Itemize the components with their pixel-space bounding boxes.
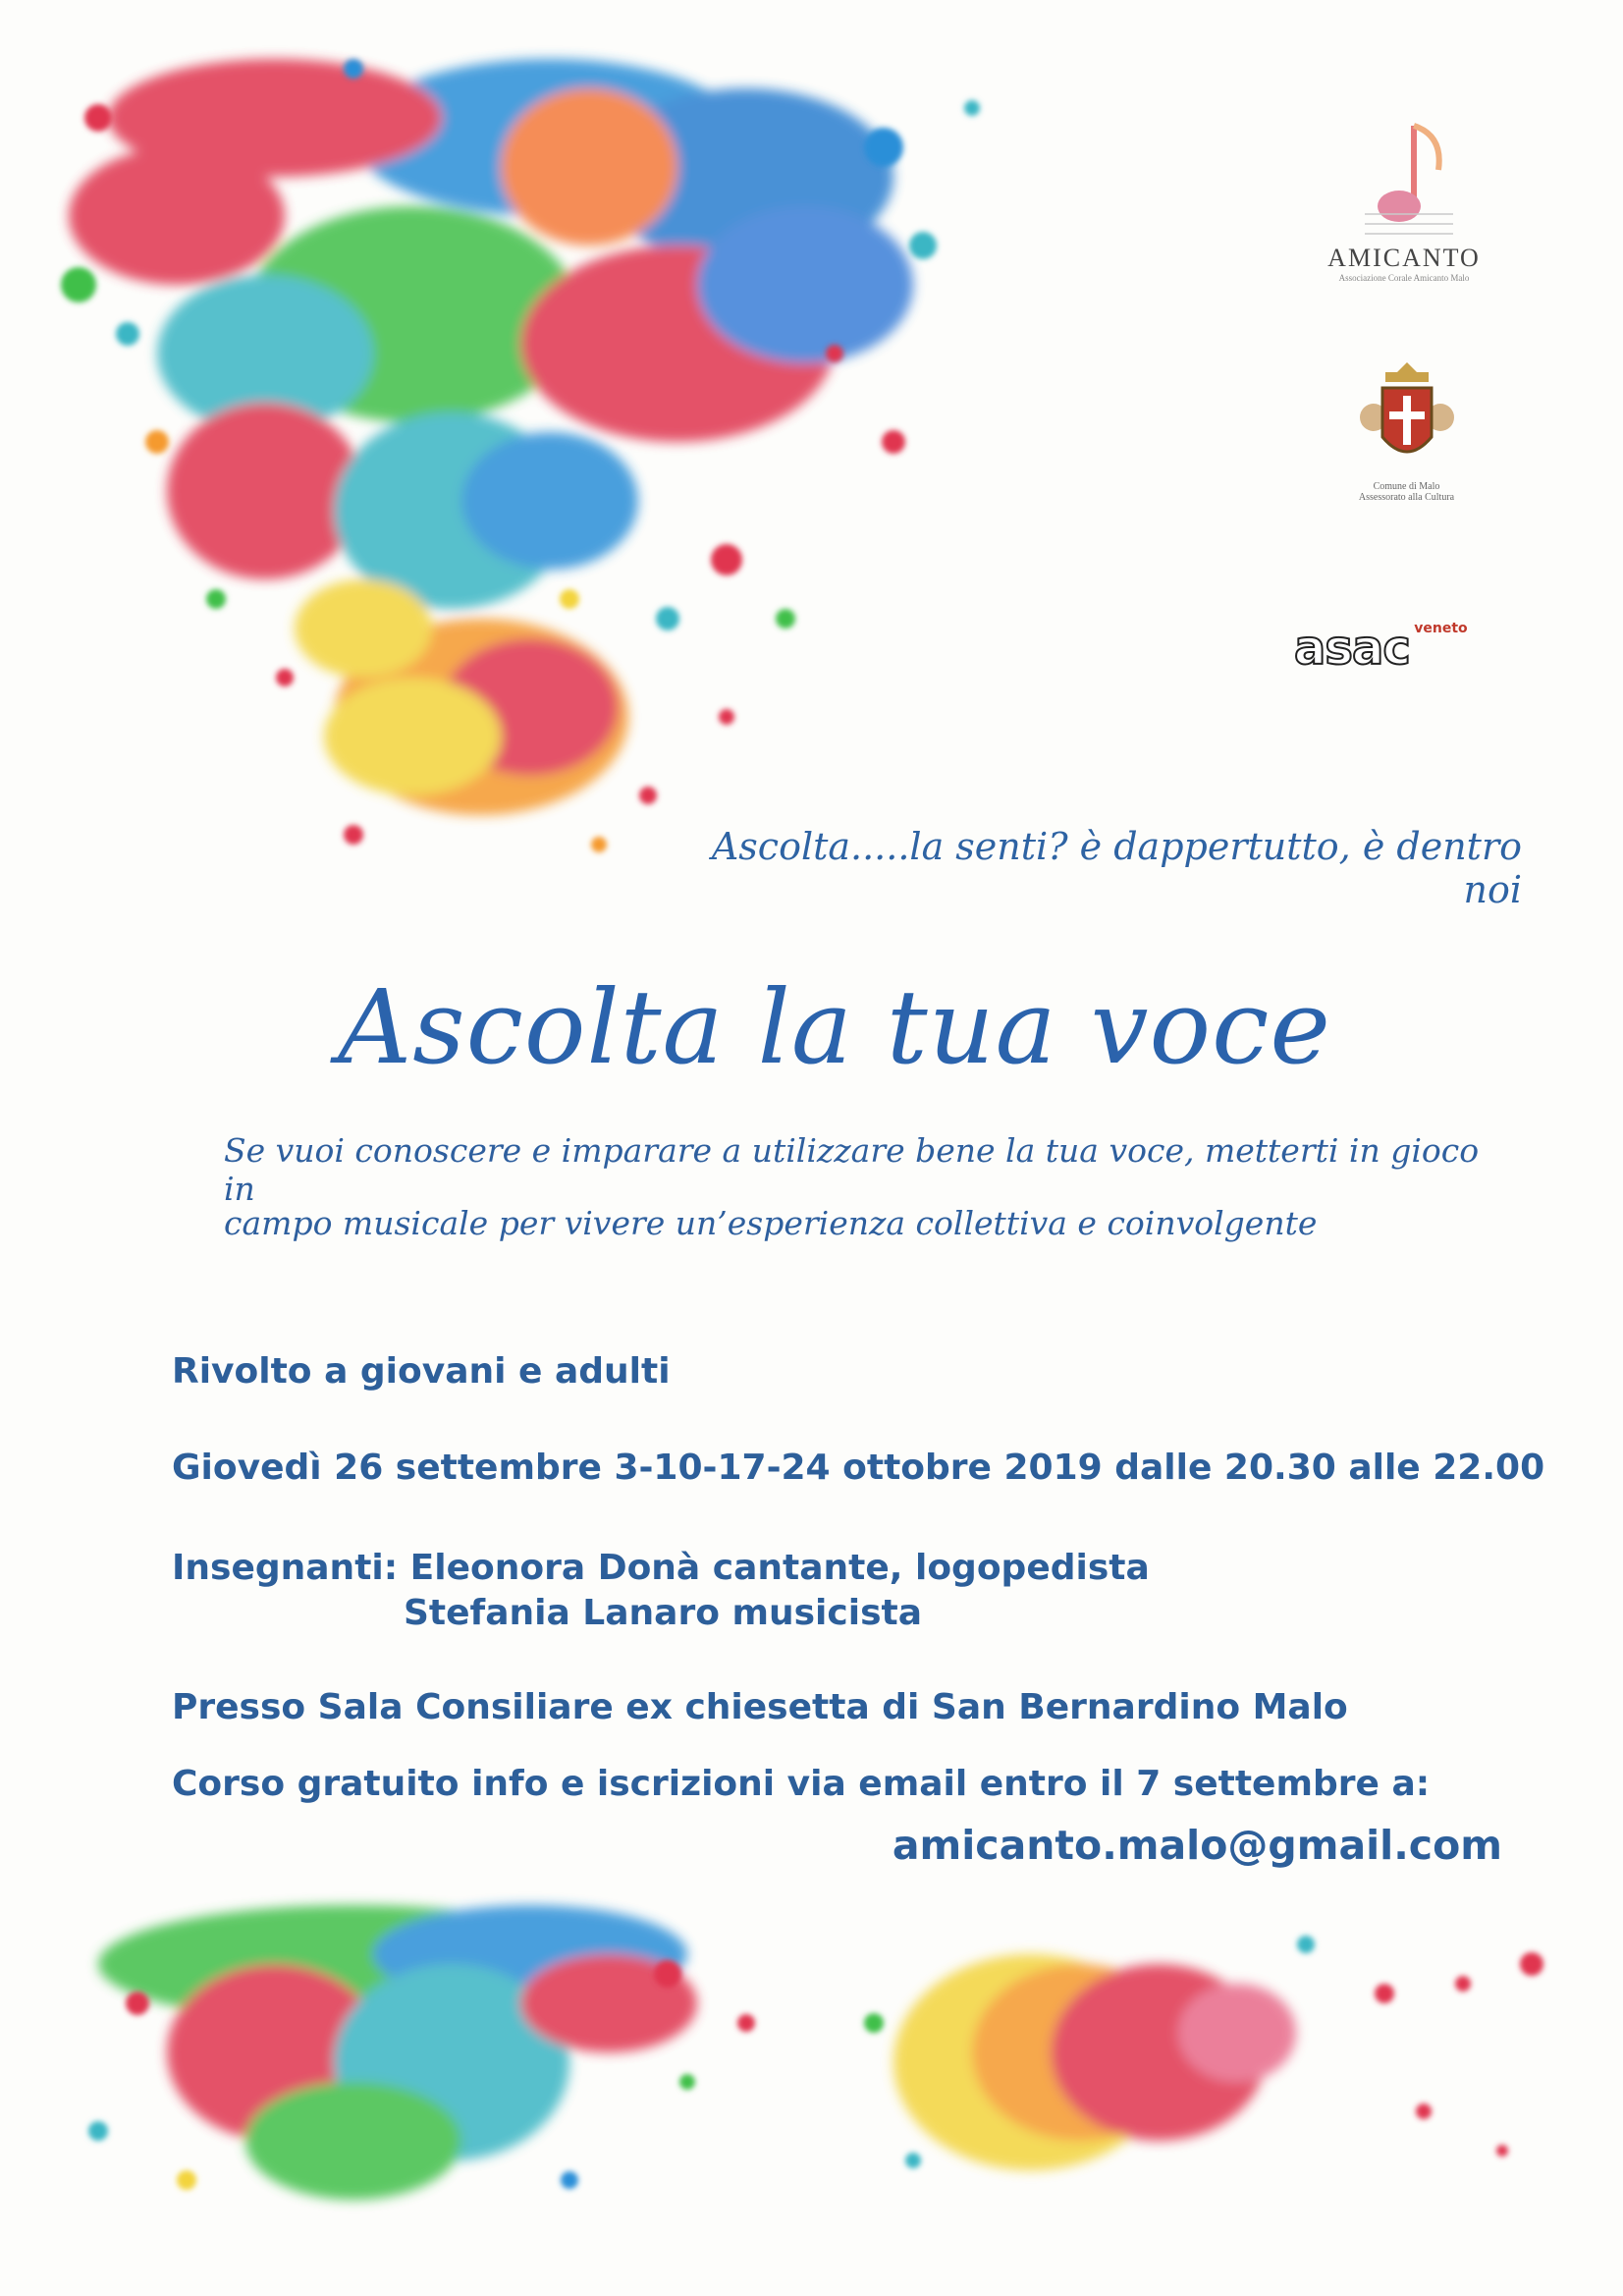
dates-text: Giovedì 26 settembre 3-10-17-24 ottobre 2019 dalle 20.30 alle 22.00 [172, 1448, 1545, 1488]
asac-suffix: veneto [1414, 621, 1468, 636]
coat-of-arms-icon [1358, 358, 1456, 481]
audience-text: Rivolto a giovani e adulti [172, 1351, 671, 1392]
registration-text: Corso gratuito info e iscrizioni via email entro il 7 settembre a: [172, 1764, 1431, 1804]
intro-line-2: campo musicale per vivere un’esperienza collettiva e coinvolgente [224, 1204, 1318, 1242]
amicanto-subtitle: Associazione Corale Amicanto Malo [1338, 273, 1470, 283]
comune-caption-1: Comune di Malo [1373, 481, 1440, 492]
location-text: Presso Sala Consiliare ex chiesetta di San Bernardino Malo [172, 1687, 1348, 1727]
asac-logo [1294, 621, 1505, 680]
music-note-icon [1345, 116, 1463, 244]
comune-caption-2: Assessorato alla Cultura [1358, 492, 1455, 503]
asac-name: asac [1294, 621, 1410, 676]
comune-logo [1325, 358, 1488, 525]
tagline: Ascolta.....la senti? è dappertutto, è dentro noi [711, 825, 1522, 911]
paint-splash-bottom-right [835, 1905, 1561, 2219]
amicanto-logo [1306, 116, 1502, 302]
page-title: Ascolta la tua voce [338, 967, 1331, 1087]
teachers-line-2: Stefania Lanaro musicista [404, 1593, 922, 1633]
teachers-line-1: Insegnanti: Eleonora Donà cantante, logopedista [172, 1548, 1150, 1588]
paint-splash-bottom-left [59, 1886, 864, 2239]
paint-splash-top [39, 29, 1001, 894]
amicanto-name: AMICANTO [1327, 244, 1481, 272]
email-link[interactable]: amicanto.malo@gmail.com [892, 1822, 1502, 1869]
intro-line-1: Se vuoi conoscere e imparare a utilizzare bene la tua voce, metterti in gioco in [224, 1131, 1480, 1208]
